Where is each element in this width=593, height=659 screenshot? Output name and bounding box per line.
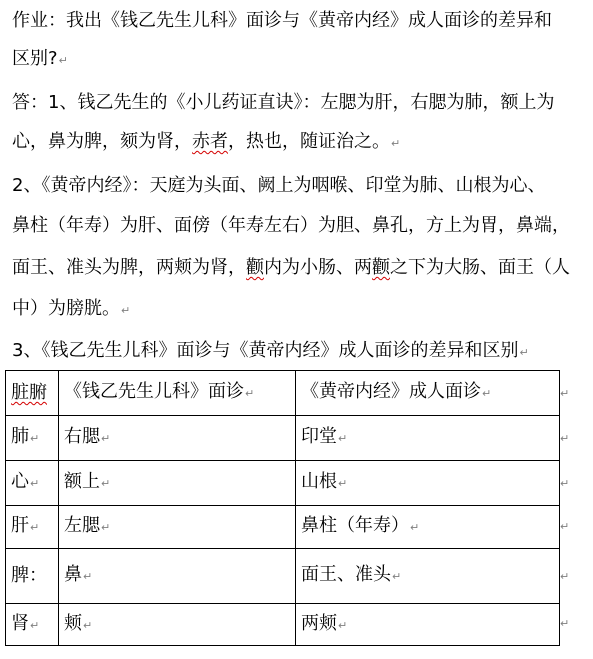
table-row <box>6 461 560 506</box>
text-line-9 <box>12 339 529 365</box>
text-line-8 <box>12 297 130 323</box>
table-cell: 肺↵ <box>6 416 59 461</box>
table-cell: 鼻↵ <box>59 549 296 604</box>
text-line-6 <box>12 214 570 238</box>
line-text: 鼻柱（年寿）为肝、面傍（年寿左右）为胆、鼻孔，方上为胃，鼻端， <box>12 215 570 236</box>
spellcheck-word: 颧 <box>372 257 390 278</box>
table-row <box>6 506 560 549</box>
cell-mark-icon: ↵ <box>83 618 93 632</box>
line-text: 面王、准头为脾，两颊为肾， <box>12 257 246 278</box>
table-cell: 印堂↵ <box>296 416 560 461</box>
line-text: 作业：我出《钱乙先生儿科》面诊与《黄帝内经》成人面诊的差异和 <box>12 10 552 31</box>
line-text: 区别? <box>12 48 58 69</box>
spellcheck-word: 颧 <box>246 257 264 278</box>
table-cell: 右腮↵ <box>59 416 296 461</box>
cell-mark-icon: ↵ <box>101 521 111 534</box>
line-text: 3、《钱乙先生儿科》面诊与《黄帝内经》成人面诊的差异和区别 <box>12 340 519 361</box>
table-row <box>6 416 560 461</box>
cell-mark-icon: ↵ <box>30 521 40 534</box>
table-row <box>6 604 560 646</box>
table-header-cell: 《钱乙先生儿科》面诊↵ <box>59 371 296 416</box>
line-text: 2、《黄帝内经》：天庭为头面、阙上为咽喉、印堂为肺、山根为心、 <box>12 175 546 196</box>
cell-mark-icon: ↵ <box>338 618 348 632</box>
table-cell: 鼻柱（年寿）↵ <box>296 506 560 549</box>
cell-mark-icon: ↵ <box>338 477 348 490</box>
table-cell: 肝↵ <box>6 506 59 549</box>
text-line-5 <box>12 174 545 198</box>
row-end-mark-icon: ↵ <box>560 432 570 445</box>
line-text: ，热也，随证治之。 <box>228 131 390 152</box>
line-text: 中）为膀胱。 <box>12 298 120 319</box>
line-text: 内为小肠、两 <box>264 257 372 278</box>
cell-mark-icon: ↵ <box>392 570 402 583</box>
table-header-cell: 《黄帝内经》成人面诊↵ <box>296 371 560 416</box>
paragraph-mark-icon: ↵ <box>121 304 131 317</box>
cell-mark-icon: ↵ <box>30 432 40 445</box>
cell-mark-icon: ↵ <box>101 477 111 490</box>
line-text: 答：1、钱乙先生的《小儿药证直诀》：左腮为肝，右腮为肺，额上为 <box>12 92 555 113</box>
table-header-cell: 脏腑 <box>6 371 59 416</box>
text-line-2 <box>12 47 68 73</box>
paragraph-mark-icon: ↵ <box>58 54 68 67</box>
text-line-4 <box>12 130 400 156</box>
paragraph-mark-icon: ↵ <box>519 346 529 359</box>
paragraph-mark-icon: ↵ <box>391 137 401 150</box>
table-row <box>6 549 560 604</box>
line-text: 之下为大肠、面王（人 <box>390 257 570 278</box>
table-header-row <box>6 371 560 416</box>
table-cell: 山根↵ <box>296 461 560 506</box>
cell-mark-icon: ↵ <box>30 477 40 490</box>
cell-mark-icon: ↵ <box>83 570 93 583</box>
spellcheck-word: 赤者 <box>192 131 228 152</box>
table-cell: 肾↵ <box>6 604 59 646</box>
text-line-7 <box>12 256 570 280</box>
cell-mark-icon: ↵ <box>410 521 420 534</box>
table-cell: 颊↵ <box>59 604 296 646</box>
text-line-3 <box>12 91 554 115</box>
text-line-1 <box>12 9 552 33</box>
line-text: 心，鼻为脾，颏为肾， <box>12 131 192 152</box>
row-end-mark-icon: ↵ <box>560 570 570 583</box>
table-cell: 脾： <box>6 549 59 604</box>
table-cell: 心↵ <box>6 461 59 506</box>
table-cell: 左腮↵ <box>59 506 296 549</box>
row-end-mark-icon: ↵ <box>560 387 570 400</box>
cell-mark-icon: ↵ <box>245 387 255 400</box>
table-cell: 额上↵ <box>59 461 296 506</box>
row-end-mark-icon: ↵ <box>560 520 570 533</box>
row-end-mark-icon: ↵ <box>560 617 570 630</box>
cell-mark-icon: ↵ <box>101 432 111 445</box>
comparison-table <box>5 370 560 646</box>
cell-mark-icon: ↵ <box>30 618 40 632</box>
table-cell: 面王、准头↵ <box>296 549 560 604</box>
table-cell: 两颊↵ <box>296 604 560 646</box>
cell-mark-icon: ↵ <box>482 387 492 400</box>
row-end-mark-icon: ↵ <box>560 477 570 490</box>
cell-mark-icon: ↵ <box>338 432 348 445</box>
